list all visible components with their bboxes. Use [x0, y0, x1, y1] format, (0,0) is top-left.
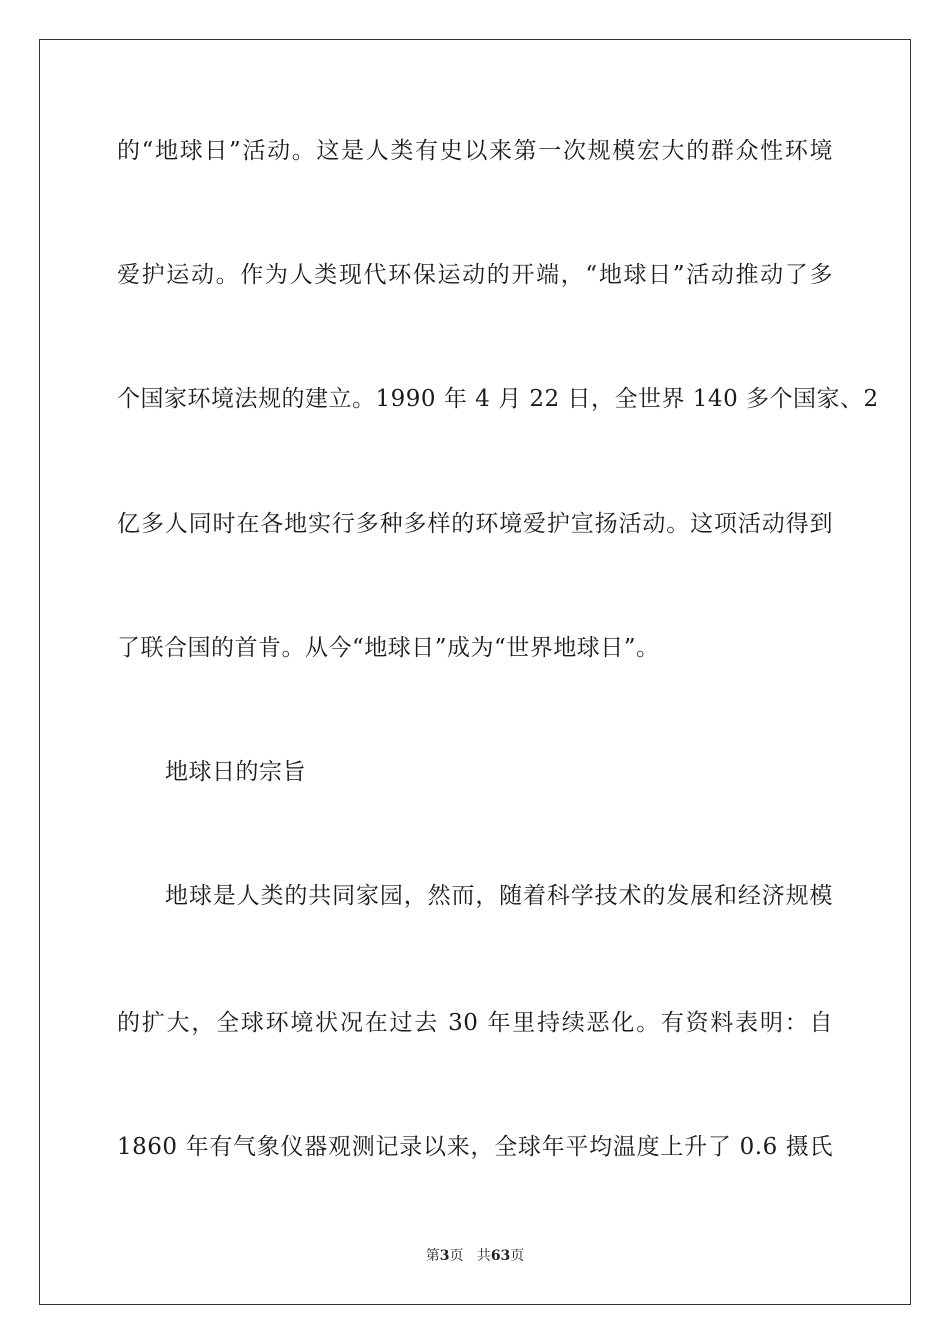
footer-total-pages: 63 — [490, 1248, 511, 1264]
footer-page-suffix: 页 — [449, 1248, 464, 1264]
body-line-9: 1860 年有气象仪器观测记录以来，全球年平均温度上升了 0.6 摄氏 — [117, 1134, 833, 1160]
footer-page-prefix: 第 — [425, 1248, 440, 1264]
footer-total-prefix: 共 — [476, 1248, 491, 1264]
body-line-2: 爱护运动。作为人类现代环保运动的开端，“地球日”活动推动了多 — [117, 262, 833, 288]
footer-total-suffix: 页 — [510, 1248, 525, 1264]
section-heading: 地球日的宗旨 — [165, 759, 306, 785]
page-border — [39, 39, 911, 1305]
body-line-8: 的扩大，全球环境状况在过去 30 年里持续恶化。有资料表明：自 — [117, 1010, 833, 1036]
body-line-5: 了联合国的首肯。从今“地球日”成为“世界地球日”。 — [117, 635, 660, 661]
body-line-7: 地球是人类的共同家园，然而，随着科学技术的发展和经济规模 — [165, 883, 833, 909]
footer-page-number: 3 — [439, 1248, 450, 1264]
page-footer — [0, 1246, 950, 1266]
body-line-4: 亿多人同时在各地实行多种多样的环境爱护宣扬活动。这项活动得到 — [117, 511, 833, 537]
body-line-1: 的“地球日”活动。这是人类有史以来第一次规模宏大的群众性环境 — [117, 138, 833, 164]
body-line-3: 个国家环境法规的建立。1990 年 4 月 22 日，全世界 140 多个国家、2 — [117, 386, 879, 412]
